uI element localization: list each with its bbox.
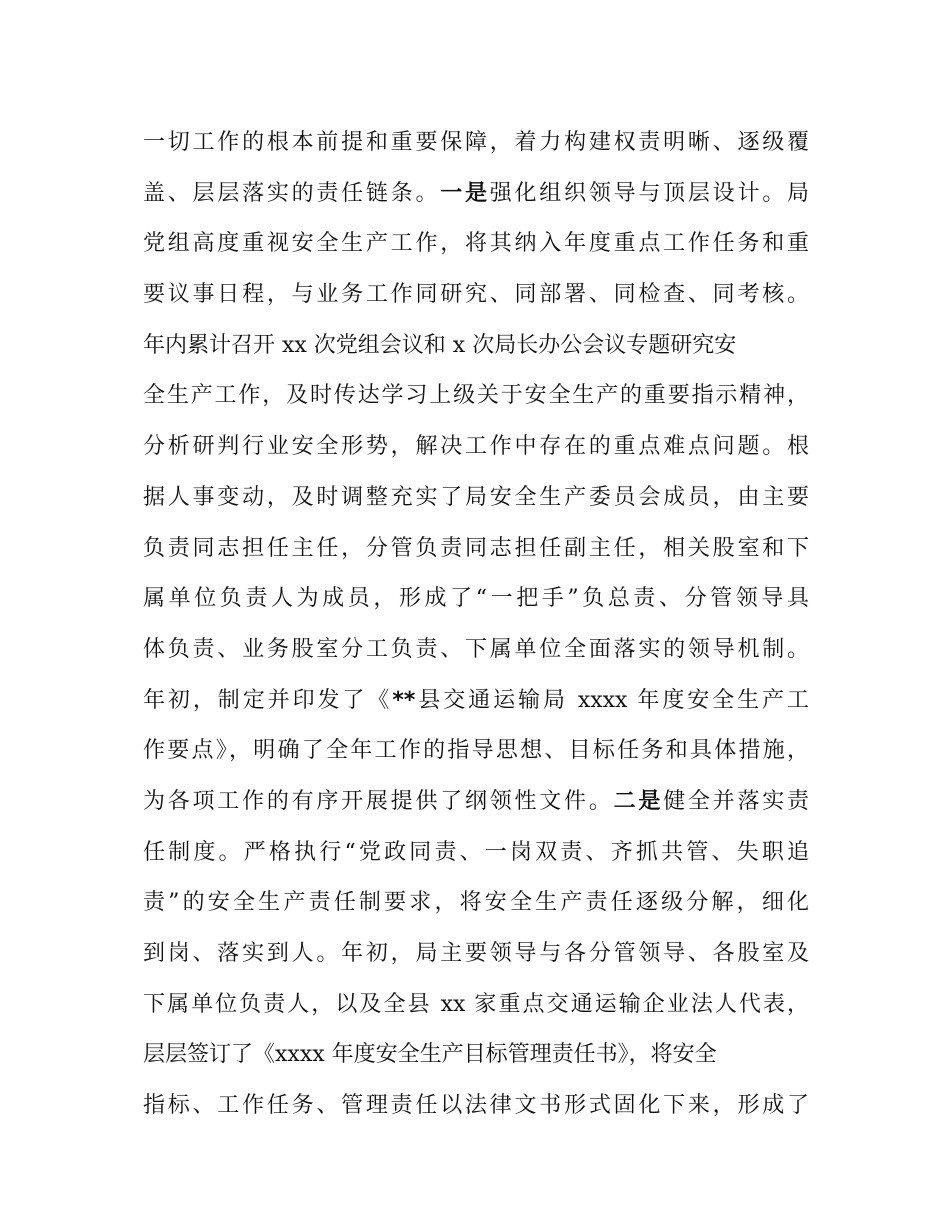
text-segment: 据人事变动，及时调整充实了局安全生产委员会成员，由主要	[143, 484, 809, 510]
text-segment: 作要点》，明确了全年工作的指导思想、目标任务和具体措施，	[143, 738, 809, 764]
text-segment: 到岗、落实到人。年初，局主要领导与各分管领导、各股室及	[143, 941, 809, 966]
text-segment: 县交通运输局 xxxx 年度安全生产工	[415, 687, 809, 713]
text-segment: 年初，制定并印发了《	[143, 687, 393, 713]
text-segment: 年内累计召开 xx 次党组会议和 x 次局长办公会议专题研究安	[143, 332, 737, 358]
text-line	[143, 379, 809, 430]
text-line	[143, 481, 809, 532]
bold-text: **	[392, 687, 416, 713]
text-line	[143, 684, 809, 735]
text-segment: 负责同志担任主任，分管负责同志担任副主任，相关股室和下	[143, 535, 809, 561]
text-line	[143, 126, 809, 177]
text-line	[143, 633, 809, 684]
text-segment: 属单位负责人为成员，形成了“一把手”负总责、分管领导具	[143, 586, 809, 612]
text-segment: 分析研判行业安全形势，解决工作中存在的重点难点问题。根	[143, 434, 809, 460]
text-line	[143, 836, 809, 887]
text-line	[143, 278, 809, 329]
text-line	[143, 937, 809, 988]
text-line	[143, 582, 809, 633]
text-line	[143, 532, 809, 583]
text-segment: 责”的安全生产责任制要求，将安全生产责任逐级分解，细化	[143, 890, 809, 916]
text-segment: 指标、工作任务、管理责任以法律文书形式固化下来，形成了	[143, 1093, 809, 1119]
text-line	[143, 177, 809, 228]
text-segment: 体负责、业务股室分工负责、下属单位全面落实的领导机制。	[143, 636, 809, 662]
text-line	[143, 1089, 809, 1140]
bold-text: 一是	[440, 180, 490, 206]
text-segment: 下属单位负责人，以及全县 xx 家重点交通运输企业法人代表，	[143, 991, 809, 1017]
text-line	[143, 988, 809, 1039]
text-segment: 盖、层层落实的责任链条。	[143, 180, 441, 206]
document-body	[143, 126, 809, 1140]
text-line	[143, 1038, 809, 1089]
text-segment: 层层签订了《xxxx 年度安全生产目标管理责任书》，将安全	[143, 1042, 717, 1068]
text-segment: 健全并落实责	[663, 788, 809, 814]
text-line	[143, 430, 809, 481]
text-line	[143, 734, 809, 785]
text-line	[143, 227, 809, 278]
text-segment: 一切工作的根本前提和重要保障，着力构建权责明晰、逐级覆	[143, 130, 809, 155]
text-segment: 全生产工作，及时传达学习上级关于安全生产的重要指示精神，	[143, 383, 809, 409]
bold-text: 二是	[613, 788, 664, 814]
text-segment: 要议事日程，与业务工作同研究、同部署、同检查、同考核。	[143, 282, 809, 308]
text-segment: 任制度。严格执行“党政同责、一岗双责、齐抓共管、失职追	[143, 839, 809, 865]
text-segment: 强化组织领导与顶层设计。局	[489, 180, 809, 206]
text-line	[143, 785, 809, 836]
text-segment: 党组高度重视安全生产工作，将其纳入年度重点工作任务和重	[143, 231, 809, 257]
text-line	[143, 329, 809, 380]
text-line	[143, 886, 809, 937]
text-segment: 为各项工作的有序开展提供了纲领性文件。	[143, 788, 614, 814]
